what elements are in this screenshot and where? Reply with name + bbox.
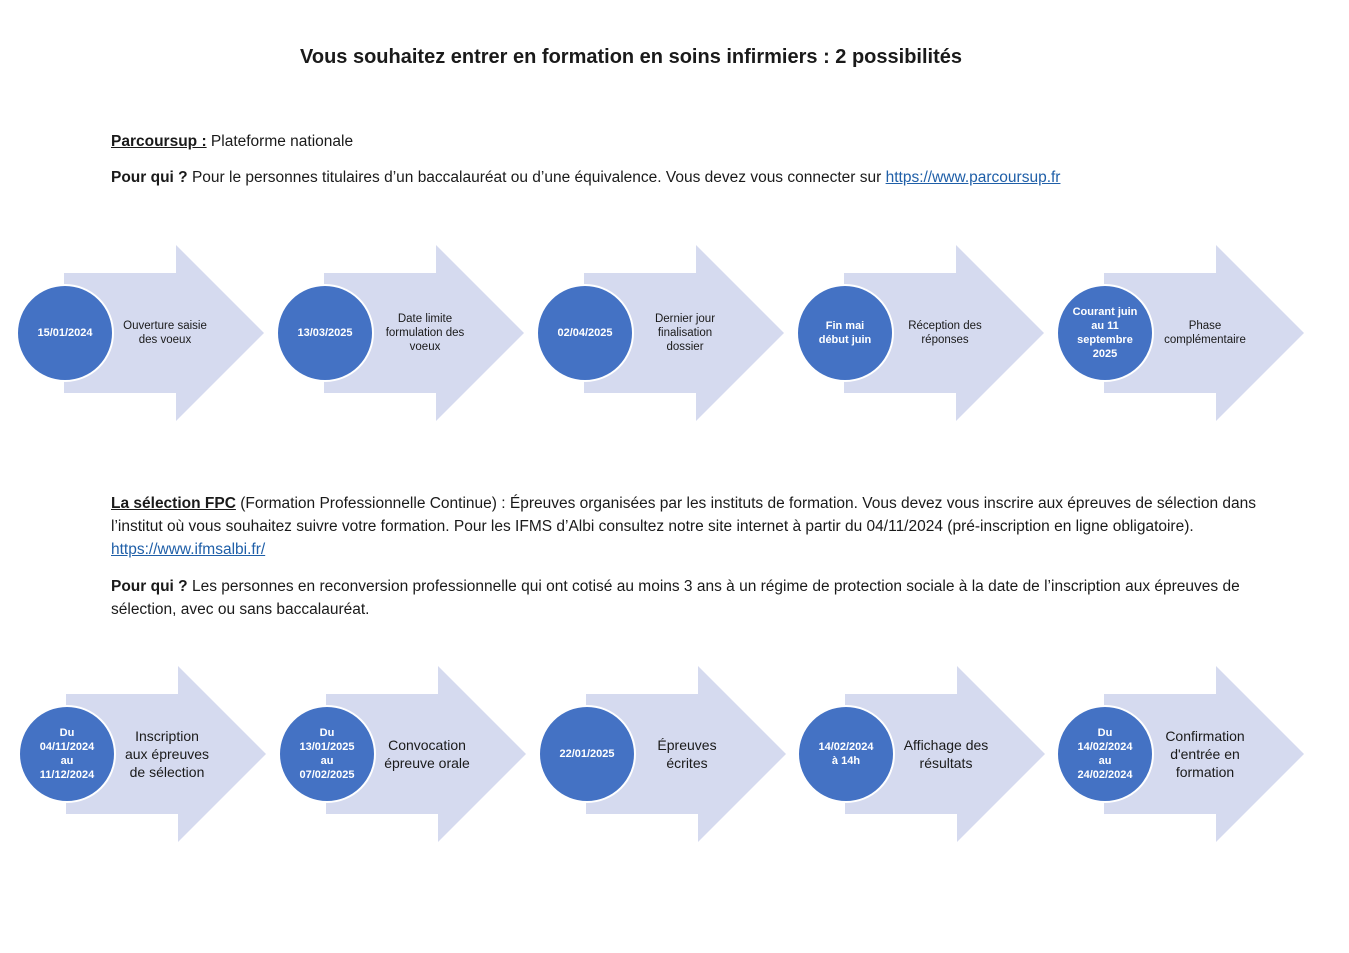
step-label: Dernier jour finalisation dossier <box>654 313 716 353</box>
parcoursup-pourqui-label: Pour qui ? <box>111 169 188 186</box>
step-label: Confirmation d'entrée en formation <box>1165 728 1245 780</box>
parcoursup-heading-rest: Plateforme nationale <box>206 133 354 150</box>
step-date-circle: Du 04/11/2024 au 11/12/2024 <box>18 705 116 803</box>
timeline-step <box>536 245 826 425</box>
fpc-pourqui <box>111 575 1271 621</box>
timeline-step <box>796 245 1086 425</box>
parcoursup-heading-line <box>111 130 1271 153</box>
timeline-step <box>278 666 568 846</box>
step-date-circle: 02/04/2025 <box>536 284 634 382</box>
step-label: Réception des réponses <box>908 320 982 346</box>
parcoursup-heading: Parcoursup : <box>111 133 207 150</box>
step-date-circle: Fin mai début juin <box>796 284 894 382</box>
timeline-step <box>16 245 306 425</box>
parcoursup-pourqui-text: Pour le personnes titulaires d’un baccalauréat ou d’une équivalence. Vous devez vous connecter sur <box>187 169 886 186</box>
step-date-circle: 14/02/2024 à 14h <box>797 705 895 803</box>
fpc-pourqui-label: Pour qui ? <box>111 578 188 595</box>
fpc-text: (Formation Professionnelle Continue) : Épreuves organisées par les instituts de formation. Vous devez vous inscrire aux épreuves de sélection dans l’institut où vous souhaitez suivre votre formation. Pour les IFMS d’Albi consultez notre site internet à partir du 04/11/2024 (pré-inscription en ligne obligatoire). <box>111 495 1256 535</box>
fpc-heading: La sélection FPC <box>111 495 236 512</box>
step-date-circle: 22/01/2025 <box>538 705 636 803</box>
fpc-link[interactable]: https://www.ifmsalbi.fr/ <box>111 541 266 558</box>
parcoursup-pourqui <box>111 166 1271 189</box>
step-label: Phase complémentaire <box>1164 320 1246 346</box>
page-title: Vous souhaitez entrer en formation en soins infirmiers : 2 possibilités <box>300 46 962 68</box>
step-label: Épreuves écrites <box>657 737 717 771</box>
fpc-pourqui-text: Les personnes en reconversion professionnelle qui ont cotisé au moins 3 ans à un régime de protection sociale à la date de l’inscription aux épreuves de sélection, avec ou sans baccalauréat. <box>111 578 1240 618</box>
step-label: Affichage des résultats <box>903 737 989 771</box>
timeline-step <box>1056 666 1346 846</box>
step-date-circle: Du 14/02/2024 au 24/02/2024 <box>1056 705 1154 803</box>
step-label: Ouverture saisie des voeux <box>123 320 207 346</box>
parcoursup-link[interactable]: https://www.parcoursup.fr <box>885 169 1061 186</box>
step-label: Inscription aux épreuves de sélection <box>124 728 210 780</box>
timeline-step <box>18 666 308 846</box>
fpc-paragraph <box>111 492 1271 561</box>
step-date-circle: Du 13/01/2025 au 07/02/2025 <box>278 705 376 803</box>
timeline-step <box>538 666 828 846</box>
step-label: Convocation épreuve orale <box>384 737 470 771</box>
timeline-step <box>276 245 566 425</box>
step-date-circle: Courant juin au 11 septembre 2025 <box>1056 284 1154 382</box>
timeline-step <box>1056 245 1346 425</box>
timeline-step <box>797 666 1087 846</box>
step-label: Date limite formulation des voeux <box>385 313 465 353</box>
step-date-circle: 15/01/2024 <box>16 284 114 382</box>
step-date-circle: 13/03/2025 <box>276 284 374 382</box>
